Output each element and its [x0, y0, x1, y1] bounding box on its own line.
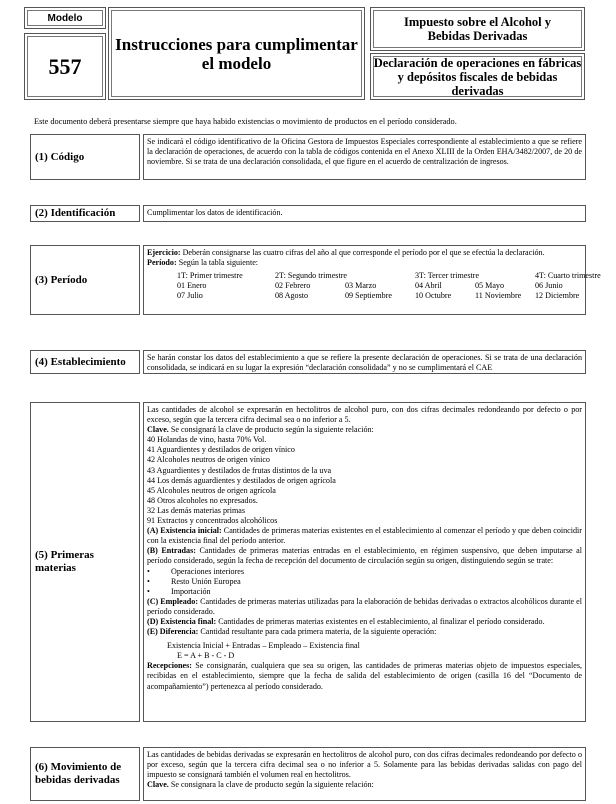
periodo-label: (3) Período	[35, 273, 88, 286]
movimiento-clave-label: Clave.	[147, 780, 169, 790]
ejercicio-label: Ejercicio:	[147, 248, 181, 257]
ejercicio-text: Deberán consignarse las cuatro cifras del año al que corresponde el período por el que se efectúa la declaración.	[180, 248, 545, 257]
bullet-text: Resto Unión Europea	[171, 576, 241, 586]
identificacion-label: (2) Identificación	[35, 207, 116, 219]
item-e-text: Cantidad resultante para cada primera materia, de la siguiente operación:	[198, 627, 437, 637]
recepciones-label: Recepciones:	[147, 661, 192, 671]
model-label-box	[24, 7, 106, 29]
periodo-code: 11 Noviembre	[475, 291, 522, 301]
primeras-clave-text: Se consignará la clave de producto según la siguiente relación:	[168, 425, 374, 435]
bullet-item	[147, 587, 582, 597]
section-codigo-body	[143, 134, 586, 180]
item-a-text: Cantidades de primeras materias existentes en el establecimiento al comenzar el período y que deben coincidir con la existencia final del período anterior.	[147, 526, 582, 546]
item-d-label: (D) Existencia final:	[147, 616, 217, 626]
periodo-code: 08 Agosto	[275, 291, 309, 301]
item-c-text: Cantidades de primeras materias utilizadas para la elaboración de bebidas derivadas o extractos alcohólicos durante el período considerado.	[147, 596, 582, 616]
decl-line-2: y depósitos fiscales de bebidas	[397, 69, 558, 84]
periodo-codes-table	[177, 271, 601, 301]
section-periodo-body	[143, 245, 601, 315]
codigo-label: (1) Código	[35, 150, 85, 163]
primeras-intro: Las cantidades de alcohol se expresarán en hectolitros de alcohol puro, con dos cifras decimales redondeando por defecto o por exceso, según que la tercera cifra decimal sea o no inferior a 5.	[147, 405, 582, 425]
clave-item: 42 Alcoholes neutros de origen vínico	[147, 455, 270, 465]
item-b-text: Cantidades de primeras materias entradas en el establecimiento, en régimen suspensivo, que deben imputarse al período considerado, según la fecha de recepción del documento de circulación según su origen, distinguiendo según se trate:	[147, 546, 582, 566]
declaration-box	[370, 53, 585, 100]
item-a-label: (A) Existencia inicial:	[147, 526, 222, 536]
section-establecimiento-body	[143, 350, 586, 374]
decl-line-3: derivadas	[451, 83, 504, 98]
movimiento-intro: Las cantidades de bebidas derivadas se expresarán en hectolitros de alcohol puro, con dos cifras decimales redondeando por defecto o por exceso, según que la tercera cifra decimal sea o no inferior a 5. Solamente para las bebidas derivadas salidas con pago del impuesto se consignará también el volumen real en hectolitros.	[147, 750, 582, 780]
bullet-text: Importación	[171, 586, 211, 596]
title-line-2: el modelo	[201, 53, 272, 73]
recepciones-text: Se consignarán, cualquiera que sea su origen, las cantidades de primeras materias objeto de impuestos especiales, recibidas en el establecimiento, siempre que la fecha de salida del establecimiento de origen (casilla 16 del “Documento de acompañamiento”) pertenezca al período considerado.	[147, 661, 582, 691]
tax-box	[370, 7, 585, 51]
item-c-label: (C) Empleado:	[147, 596, 199, 606]
clave-item: 44 Los demás aguardientes y destilados de origen agrícola	[147, 475, 336, 485]
clave-item: 32 Las demás materias primas	[147, 505, 245, 515]
item-e-label: (E) Diferencia:	[147, 627, 199, 637]
clave-item: 91 Extractos y concentrados alcohólicos	[147, 516, 278, 526]
section-identificacion-label	[30, 205, 140, 222]
section-codigo-label	[30, 134, 140, 180]
periodo-code: 3T: Tercer trimestre	[415, 271, 480, 281]
decl-line-1: Declaración de operaciones en fábricas	[373, 55, 582, 70]
primeras-clave-label: Clave.	[147, 425, 169, 435]
movimiento-label-line-1: (6) Movimiento de	[35, 761, 122, 773]
model-label: Modelo	[47, 12, 83, 24]
primeras-label-line-2: materias	[35, 562, 76, 574]
periodo-code: 04 Abril	[415, 281, 442, 291]
model-number-box	[24, 33, 106, 100]
establecimiento-text: Se harán constar los datos del establecimiento a que se refiere la presente declaración de operaciones. Si se trata de una declaración consolidada, se indicará en su lugar la expresión “declaración consolidada” y no se cumplimentará el CAE	[147, 353, 582, 373]
section-movimiento-label	[30, 747, 140, 801]
bullet-icon: •	[147, 566, 150, 576]
model-number: 557	[48, 53, 82, 79]
identificacion-text: Cumplimentar los datos de identificación.	[147, 208, 283, 217]
bullet-icon: •	[147, 576, 150, 586]
bullet-item	[147, 567, 582, 577]
section-identificacion-body	[143, 205, 586, 222]
clave-item: 45 Alcoholes neutros de origen agrícola	[147, 485, 276, 495]
periodo-code: 05 Mayo	[475, 281, 504, 291]
movimiento-label-line-2: bebidas derivadas	[35, 774, 120, 786]
item-d-text: Cantidades de primeras materias existentes en el establecimiento, al finalizar el período considerado.	[216, 616, 545, 626]
periodo-code: 01 Enero	[177, 281, 207, 291]
formula-line-2: E = A + B - C - D	[177, 651, 235, 661]
title-box	[108, 7, 365, 100]
section-primeras-label	[30, 402, 140, 722]
formula-line-1: Existencia Inicial + Entradas – Empleado – Existencia final	[167, 641, 360, 651]
periodo-code: 4T: Cuarto trimestre	[535, 271, 601, 281]
item-b-label: (B) Entradas:	[147, 546, 196, 556]
bullet-item	[147, 577, 582, 587]
clave-item: 41 Aguardientes y destilados de origen vínico	[147, 445, 295, 455]
periodo-code: 10 Octubre	[415, 291, 452, 301]
tax-line-2: Bebidas Derivadas	[427, 29, 528, 43]
section-establecimiento-label	[30, 350, 140, 374]
periodo-code: 07 Julio	[177, 291, 203, 301]
clave-item: 43 Aguardientes y destilados de frutas distintos de la uva	[147, 465, 332, 475]
codigo-text: Se indicará el código identificativo de la Oficina Gestora de Impuestos Especiales correspondiente al establecimiento a que se refiere la declaración de operaciones, de acuerdo con la tabla de códigos contenida en el Anexo XLIII de la Orden EHA/3482/2007, de 20 de noviembre. Si se trata de una declaración consolidada, el que figure en el acuerdo de centralización de ingresos.	[147, 137, 582, 167]
periodo-field-label: Período:	[147, 258, 177, 268]
periodo-code: 06 Junio	[535, 281, 563, 291]
intro-text: Este documento deberá presentarse siempre que haya habido existencias o movimiento de productos en el período considerado.	[34, 117, 457, 126]
clave-item: 48 Otros alcoholes no expresados.	[147, 495, 258, 505]
establecimiento-label: (4) Establecimiento	[35, 355, 126, 368]
primeras-label-line-1: (5) Primeras	[35, 549, 94, 561]
periodo-code: 02 Febrero	[275, 281, 311, 291]
periodo-code	[345, 271, 415, 281]
periodo-code: 2T: Segundo trimestre	[275, 271, 347, 281]
clave-item: 40 Holandas de vino, hasta 70% Vol.	[147, 435, 267, 445]
title-line-1: Instrucciones para cumplimentar	[115, 34, 358, 54]
periodo-code: 03 Marzo	[345, 281, 377, 291]
bullet-text: Operaciones interiores	[171, 566, 245, 576]
tax-line-1: Impuesto sobre el Alcohol y	[404, 15, 551, 29]
periodo-text: Según la tabla siguiente:	[176, 258, 259, 268]
periodo-code: 12 Diciembre	[535, 291, 580, 301]
periodo-code	[475, 271, 535, 281]
section-periodo-label	[30, 245, 140, 315]
section-primeras-body	[143, 402, 586, 722]
bullet-icon: •	[147, 586, 150, 596]
section-movimiento-body	[143, 747, 586, 801]
periodo-code: 1T: Primer trimestre	[177, 271, 243, 281]
periodo-code: 09 Septiembre	[345, 291, 392, 301]
movimiento-clave-text: Se consignara la clave de producto según la siguiente relación:	[168, 780, 374, 790]
